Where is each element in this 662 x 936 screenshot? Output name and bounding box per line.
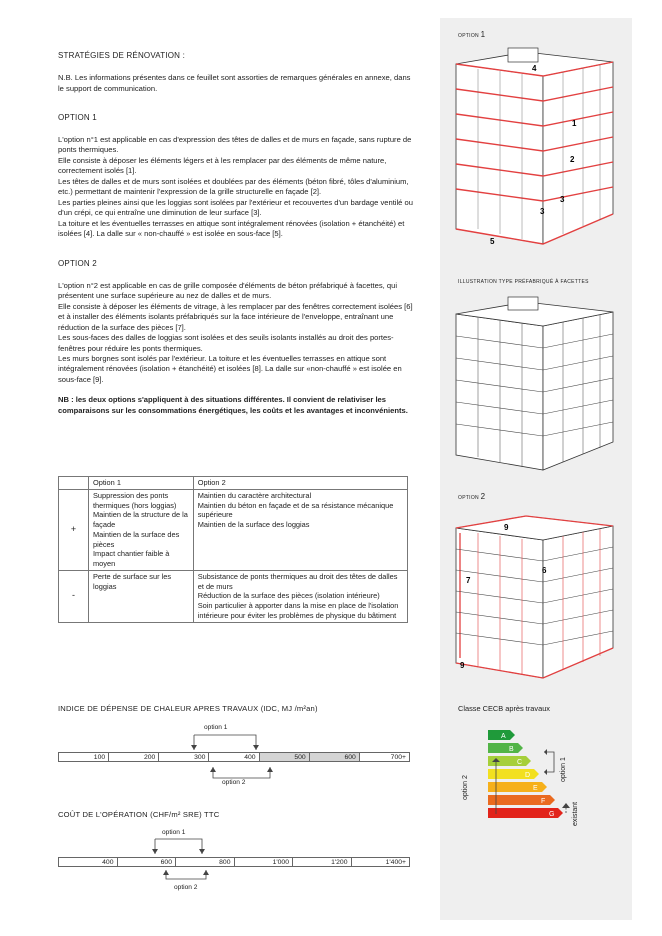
cecb-title: Classe CECB après travaux xyxy=(458,704,551,713)
minus-option2-cell xyxy=(193,570,407,622)
idc-title: INDICE DE DÉPENSE DE CHALEUR APRES TRAVAUX (IDC, MJ /m²an) xyxy=(58,704,318,713)
caption-option1 xyxy=(458,30,485,39)
option1-para: Les têtes de dalles et de murs sont isolées et doublées par des éléments (béton fibré, tôles d'aluminium, etc.) permettant de maintenir l'expression de la grille structurelle en façade [2]. xyxy=(58,176,409,197)
idc-option2-label: option 2 xyxy=(222,779,246,786)
note-paragraph: N.B. Les informations présentes dans ce feuillet sont assorties de remarques générales en annexe, dans le support de communication. xyxy=(58,73,411,93)
building-prefab-illustration xyxy=(448,292,618,477)
option1-heading: OPTION 1 xyxy=(58,112,97,122)
callout-number: 9 xyxy=(504,523,509,532)
option2-para: L'option n°2 est applicable en cas de grille composée d'éléments de béton préfabriqué à facettes, qui présentent une surface supérieure au nez de dalles et de murs. xyxy=(58,280,398,301)
comparison-table xyxy=(58,476,408,623)
plus-sign: + xyxy=(59,489,89,570)
callout-number: 4 xyxy=(532,64,537,73)
callout-number: 9 xyxy=(460,661,465,670)
cell-line: Impact chantier faible à moyen xyxy=(93,549,170,569)
callout-number: 1 xyxy=(572,119,577,128)
cecb-class-label: A xyxy=(501,733,506,740)
callout-number: 3 xyxy=(540,207,545,216)
option1-body xyxy=(58,135,413,240)
callout-number: 7 xyxy=(466,576,471,585)
idc-tick: 400 xyxy=(209,753,259,761)
option2-body xyxy=(58,281,413,386)
callout-number: 3 xyxy=(560,195,565,204)
cell-line: Maintien de la surface des loggias xyxy=(197,520,310,530)
cell-line: Maintien de la structure de la façade xyxy=(93,510,188,530)
option1-para: La toiture et les éventuelles terrasses en attique sont intégralement rénovées (isolation + étanchéité) et isolées [4]. La dalle sur « non-chauffé » est isolée en sous-face [5]. xyxy=(58,218,405,239)
table-row-plus xyxy=(59,489,408,570)
cecb-class-label: G xyxy=(549,811,555,818)
cost-tick: 1'000 xyxy=(235,858,294,866)
caption-text: OPTION xyxy=(458,33,479,39)
callout-number: 6 xyxy=(542,566,547,575)
idc-tick: 200 xyxy=(109,753,159,761)
caption-option2 xyxy=(458,492,485,501)
caption-number: 1 xyxy=(480,30,486,39)
option2-para: Les sous-faces des dalles de loggias sont isolées et des seuils isolants installés au droit des portes-fenêtres pour réduire les ponts thermiques. xyxy=(58,333,394,353)
cecb-existant-label: existant xyxy=(572,801,579,826)
cell-line: Suppression des ponts thermiques (hors loggias) xyxy=(93,490,177,510)
cecb-class-label: B xyxy=(509,746,514,753)
option1-para: Elle consiste à déposer les éléments légers et à les remplacer par des éléments de même nature, correctement isolés [1]. xyxy=(58,155,387,176)
option2-para: Les murs borgnes sont isolés par l'extérieur. La toiture et les éventuelles terrasses en attique sont intégralement rénovées (isolation + étanchéité) et isolées [8]. La dalle sur «non-chauffé » est isolée en sous-face [9]. xyxy=(58,354,402,384)
cost-tick: 1'400+ xyxy=(385,859,406,866)
text-column xyxy=(58,50,413,426)
table-header-option2: Option 2 xyxy=(193,477,407,490)
cecb-class-label: F xyxy=(541,798,546,805)
cost-option2-label: option 2 xyxy=(174,884,198,891)
cell-line: Réduction de la surface des pièces (isolation intérieure) xyxy=(197,591,380,601)
idc-option1-label: option 1 xyxy=(204,724,228,731)
cell-line: Maintien du caractère architectural xyxy=(197,490,312,500)
cecb-class-label: D xyxy=(525,772,531,779)
idc-tick: 600 xyxy=(310,753,360,761)
cecb-class-label: C xyxy=(517,759,523,766)
cell-line: Maintien du béton en façade et de sa résistance mécanique supérieure xyxy=(197,500,394,520)
caption-text: OPTION xyxy=(458,495,479,501)
cell-line: Perte de surface sur les loggias xyxy=(93,571,172,591)
option2-para: Elle consiste à déposer les éléments de vitrage, à les remplacer par des fenêtres correctement isolées [6] et à installer des éléments isolants préfabriqués sur la face intérieure de l'enveloppe, entraînant une réduction de la surface des pièces [7]. xyxy=(58,301,413,332)
cost-scale xyxy=(58,857,410,867)
cell-line: Maintien de la surface des pièces xyxy=(93,529,180,549)
building-option2-illustration xyxy=(448,508,618,688)
cost-title: COÛT DE L'OPÉRATION (CHF/m² SRE) TTC xyxy=(58,810,220,819)
callout-number: 5 xyxy=(490,237,495,246)
cost-tick: 1'200 xyxy=(293,858,352,866)
plus-option2-cell xyxy=(193,489,407,570)
cecb-class-bar xyxy=(488,743,523,753)
cost-tick: 600 xyxy=(118,858,177,866)
minus-option1-cell xyxy=(89,570,194,622)
cell-line: Subsistance de ponts thermiques au droit des têtes de dalles et de murs xyxy=(197,571,398,591)
option1-para: Les parties pleines ainsi que les loggias sont isolées par l'extérieur et recouvertes d'un bardage ventilé ou d'un crépi, ce qui entraîne une diminution de leur surface [3]. xyxy=(58,197,413,218)
plus-option1-cell xyxy=(89,489,194,570)
table-header-row xyxy=(59,477,408,490)
idc-brackets xyxy=(58,732,418,802)
building-option1-illustration xyxy=(448,44,618,254)
caption-number: 2 xyxy=(480,492,486,501)
table-row-minus xyxy=(59,570,408,622)
nb-paragraph: NB : les deux options s'appliquent à des situations différentes. Il convient de relativiser les comparaisons sur les consommations énergétiques, les coûts et les avantages et inconvénients. xyxy=(58,395,408,415)
cecb-class-label: E xyxy=(533,785,538,792)
idc-tick: 100 xyxy=(59,753,109,761)
idc-tick: 300 xyxy=(159,753,209,761)
cecb-option2-label: option 2 xyxy=(462,775,469,800)
cost-tick: 800 xyxy=(176,858,235,866)
idc-tick: 700+ xyxy=(390,754,406,761)
cecb-energy-scale xyxy=(462,722,622,834)
idc-tick: 500 xyxy=(260,753,310,761)
cost-tick: 400 xyxy=(59,858,118,866)
cell-line: Soin particulier à apporter dans la mise en place de l'isolation intérieure pour éviter les problèmes de physique du bâtiment xyxy=(197,601,399,620)
minus-sign: - xyxy=(59,570,89,622)
option1-para: L'option n°1 est applicable en cas d'expression des têtes de dalles et de murs en façade, sans rupture de ponts thermiques. xyxy=(58,135,412,155)
page-title: STRATÉGIES DE RÉNOVATION : xyxy=(58,51,185,60)
table-header-option1: Option 1 xyxy=(89,477,194,490)
option2-heading: OPTION 2 xyxy=(58,258,97,268)
cost-option1-label: option 1 xyxy=(162,829,186,836)
cecb-option1-label: option 1 xyxy=(560,757,567,782)
cecb-class-bar xyxy=(488,782,547,792)
callout-number: 2 xyxy=(570,155,575,164)
caption-prefab: ILLUSTRATION TYPE PRÉFABRIQUÉ À FACETTES xyxy=(458,279,589,285)
idc-scale xyxy=(58,752,410,762)
